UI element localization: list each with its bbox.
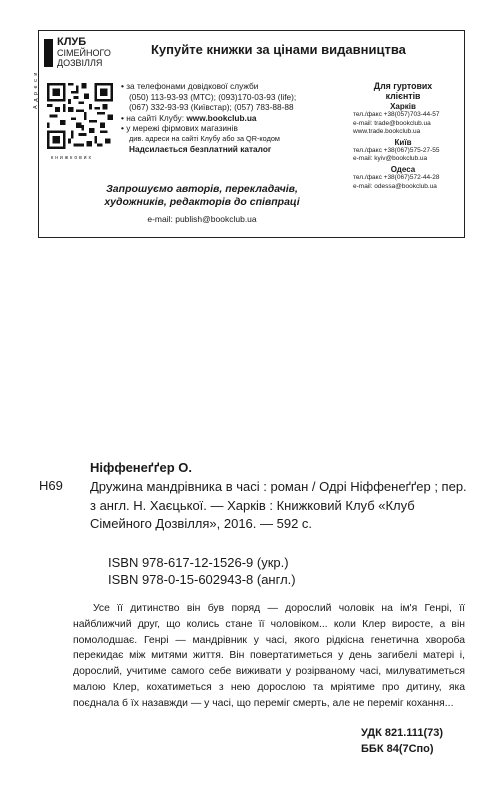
catalog-code: Н69 [39, 478, 63, 493]
publisher-promo-box [33, 30, 465, 238]
isbn-english: ISBN 978-0-15-602943-8 (англ.) [108, 572, 296, 587]
city-kyiv-phone: тел./факс +38(067)575-27-55 [353, 147, 440, 155]
logo-line-3: ДОЗВІЛЛЯ [57, 58, 103, 68]
city-kharkiv-site[interactable]: www.trade.bookclub.ua [353, 128, 421, 136]
site-link[interactable]: www.bookclub.ua [186, 112, 257, 123]
club-logo [44, 37, 114, 71]
stores-note: див. адреси на сайті Клубу або за QR-кодом [129, 133, 280, 143]
qr-vertical-label: А д р е с и [33, 71, 39, 109]
bibliographic-description: Дружина мандрівника в часі : роман / Одрі Ніффенеґґер ; пер. з англ. Н. Хаєцької. — Харків : Книжковий Клуб «Клуб Сімейного Дозвілля», 2016. — 592 с. [90, 479, 467, 531]
group-title-line-2: клієнтів [385, 91, 421, 101]
author-heading: Ніффенеґґер О. [90, 460, 193, 475]
site-prefix: на сайті Клубу: [126, 112, 187, 123]
group-title-line-1: Для гуртових [373, 81, 433, 91]
logo-line-2: СІМЕЙНОГО [57, 48, 111, 58]
isbn-block [108, 554, 296, 588]
invite-line-1: Запрошуємо авторів, перекладачів, [106, 183, 298, 195]
qr-code-icon [47, 83, 113, 149]
stores-line: • у мережі фірмових магазинів [121, 123, 341, 134]
city-kharkiv-phone: тел./факс +38(057)703-44-57 [353, 111, 440, 119]
site-line [121, 113, 341, 124]
qr-caption: книжкових [51, 155, 94, 161]
bbk-code: ББК 84(7Спо) [361, 743, 434, 755]
book-annotation: Усе її дитинство він був поряд — дорослий чоловік на ім'я Генрі, її найближчий друг, що колись стане її чоловіком... коли Клер виросте, а він помолодшає. Генрі — мандрівник у часі, якого рідкісна генетична хвороба перекидає між митями життя. Він повертатиметься у день загибелі матері і, дорослий, учитиме самого себе виживати у розірваному часі, милуватиметься малою Клер, кохатиметься з нею дорослою та мріятиме про дитину, яка поєднала б їх назавжди — у часі, що переміг смерть, але не переміг кохання... [73, 603, 465, 709]
phone-line-2: (067) 332-93-93 (Київстар); (057) 783-88-88 [129, 102, 294, 112]
group-sales-info [345, 81, 461, 191]
isbn-ukrainian: ISBN 978-617-12-1526-9 (укр.) [108, 555, 289, 570]
city-kyiv: Київ [394, 137, 412, 147]
catalog-note: Надсилається безплатний каталог [129, 144, 272, 154]
contact-info [121, 81, 341, 155]
city-kharkiv: Харків [390, 102, 416, 111]
invite-line-2: художників, редакторів до співпраці [104, 196, 300, 208]
promo-headline: Купуйте книжки за цінами видавництва [151, 42, 406, 57]
city-odesa: Одеса [390, 164, 416, 174]
city-kyiv-email[interactable]: e-mail: kyiv@bookclub.ua [353, 155, 428, 163]
phones-intro: • за телефонами довідкової служби [121, 81, 341, 92]
city-odesa-phone: тел./факс +38(067)572-44-28 [353, 174, 440, 182]
city-odesa-email[interactable]: e-mail: odessa@bookclub.ua [353, 182, 437, 190]
invite-text [57, 183, 347, 209]
city-kharkiv-email[interactable]: e-mail: trade@bookclub.ua [353, 119, 431, 127]
phone-line-1: (050) 113-93-93 (МТС); (093)170-03-93 (life); [129, 91, 297, 102]
udc-code: УДК 821.111(73) [361, 727, 444, 739]
classification-codes [361, 725, 457, 757]
group-sales-title [345, 81, 461, 101]
logo-mark-icon [44, 39, 53, 67]
invite-email[interactable]: e-mail: publish@bookclub.ua [147, 214, 257, 224]
logo-line-1: КЛУБ [57, 36, 87, 48]
